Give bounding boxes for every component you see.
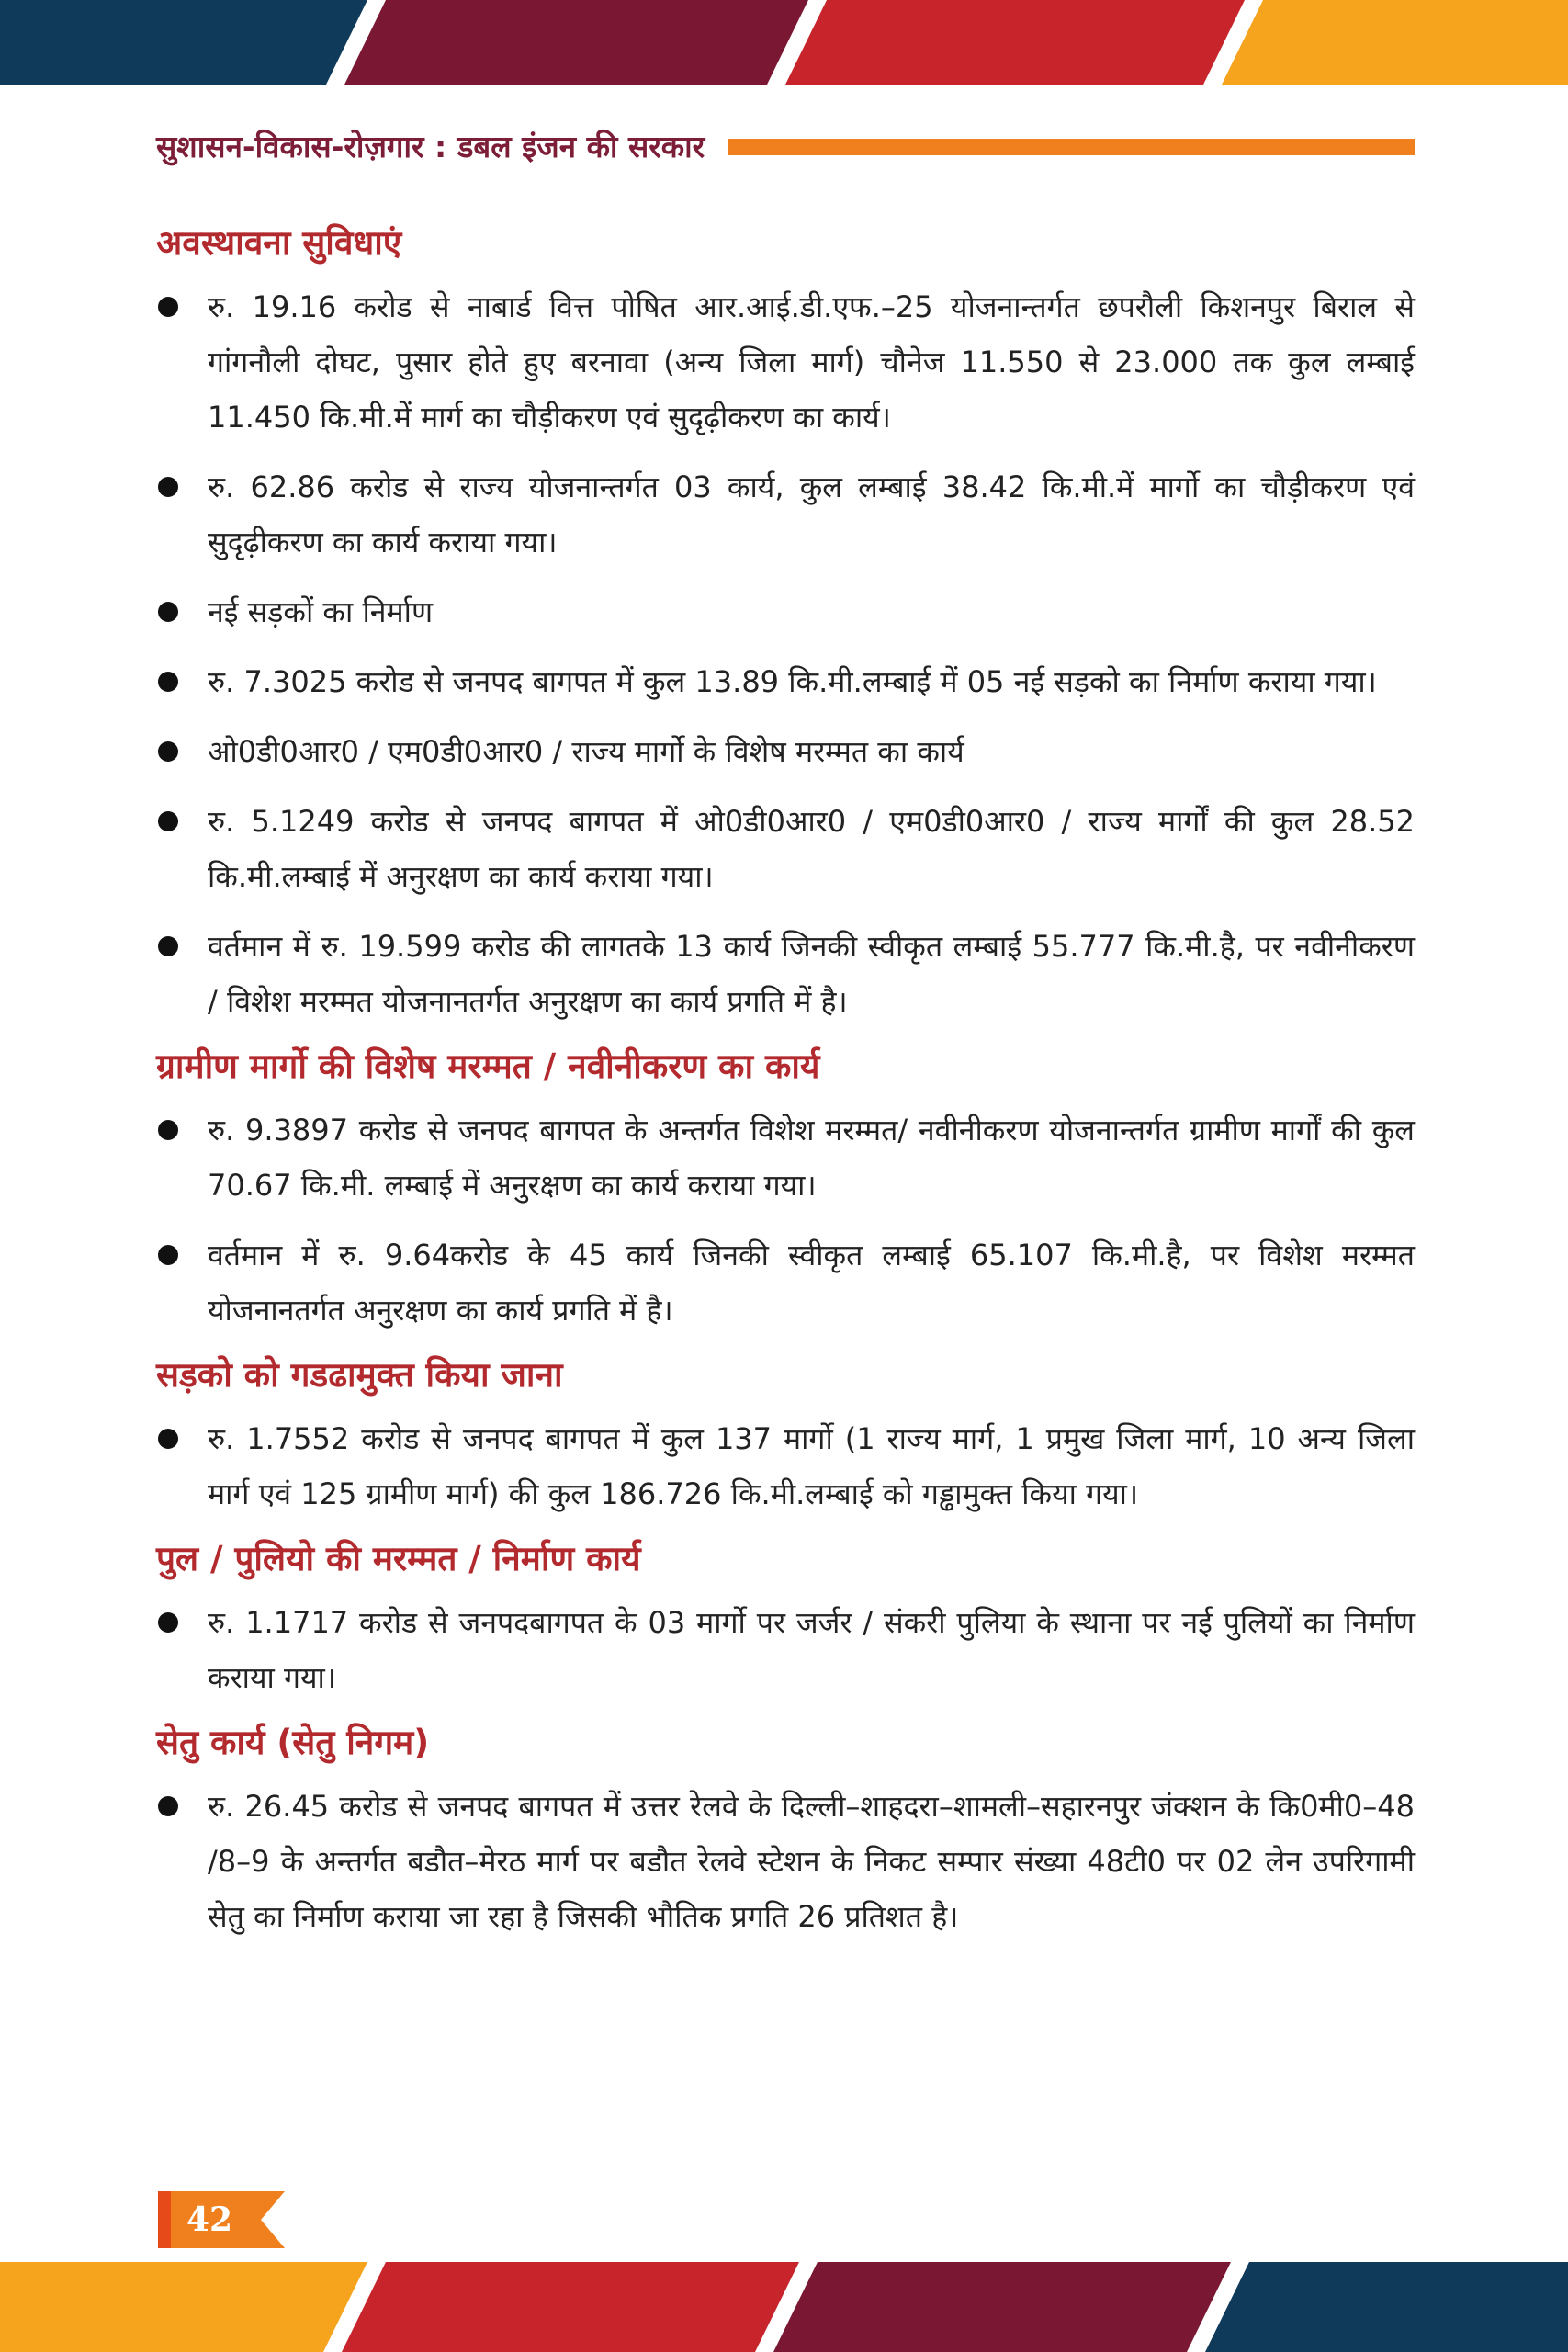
list-item-text: रु. 5.1249 करोड से जनपद बागपत में ओ0डी0आर0 / एम0डी0आर0 / राज्य मार्गों की कुल 28.52 कि.मी.लम्बाई में अनुरक्षण का कार्य कराया गया। xyxy=(208,804,1415,894)
bullet-dot-icon xyxy=(158,1429,178,1449)
list-item xyxy=(156,1102,1415,1213)
bullet-dot-icon xyxy=(158,602,178,622)
section-heading: सेतु कार्य (सेतु निगम) xyxy=(156,1723,430,1762)
content-section xyxy=(156,1536,1415,1705)
band-red-segment xyxy=(785,0,1245,85)
list-item xyxy=(156,1779,1415,1944)
bullet-list xyxy=(156,1102,1415,1338)
list-item xyxy=(156,1411,1415,1521)
band-navy-segment xyxy=(1205,2262,1568,2352)
list-item-text: नई सड़कों का निर्माण xyxy=(208,594,434,629)
list-item-text: वर्तमान में रु. 19.599 करोड की लागतके 13 कार्य जिनकी स्वीकृत लम्बाई 55.777 कि.मी.है, पर नवीनीकरण / विशेश मरम्मत योजनानतर्गत अनुरक्षण का कार्य प्रगति में है। xyxy=(208,929,1415,1019)
page-number: 42 xyxy=(186,2200,233,2239)
bullet-dot-icon xyxy=(158,1245,178,1265)
bullet-dot-icon xyxy=(158,741,178,762)
section-heading: अवस्थावना सुविधाएं xyxy=(156,223,402,263)
band-maroon-segment xyxy=(344,0,808,85)
content-section xyxy=(156,1720,1415,1944)
list-item-text: वर्तमान में रु. 9.64करोड के 45 कार्य जिनकी स्वीकृत लम्बाई 65.107 कि.मी.है, पर विशेश मरम्मत योजनानतर्गत अनुरक्षण का कार्य प्रगति में है। xyxy=(208,1238,1415,1328)
list-item xyxy=(156,919,1415,1029)
section-heading: ग्रामीण मार्गो की विशेष मरम्मत / नवीनीकरण का कार्य xyxy=(156,1046,820,1086)
bullet-list xyxy=(156,1779,1415,1944)
bullet-dot-icon xyxy=(158,936,178,956)
list-item-text: ओ0डी0आर0 / एम0डी0आर0 / राज्य मार्गो के विशेष मरम्मत का कार्य xyxy=(208,734,964,769)
list-item-text: रु. 26.45 करोड से जनपद बागपत में उत्तर रेलवे के दिल्ली–शाहदरा–शामली–सहारनपुर जंक्शन के कि0मी0–48 /8–9 के अन्तर्गत बडौत–मेरठ मार्ग पर बडौत रेलवे स्टेशन के निकट सम्पार संख्या 48टी0 पर 02 लेन उपरिगामी सेतु का निर्माण कराया जा रहा है जिसकी भौतिक प्रगति 26 प्रतिशत है। xyxy=(208,1789,1415,1934)
bullet-list xyxy=(156,1411,1415,1521)
content-section xyxy=(156,220,1415,1029)
bullet-dot-icon xyxy=(158,811,178,831)
content-section xyxy=(156,1044,1415,1338)
list-item-text: रु. 1.7552 करोड से जनपद बागपत में कुल 137 मार्गो (1 राज्य मार्ग, 1 प्रमुख जिला मार्ग, 10 अन्य जिला मार्ग एवं 125 ग्रामीण मार्ग) की कुल 186.726 कि.मी.लम्बाई को गड्ढामुक्त किया गया। xyxy=(208,1421,1415,1511)
band-orange-segment xyxy=(1222,0,1568,85)
main-content xyxy=(156,220,1415,1959)
list-item-text: रु. 62.86 करोड से राज्य योजनान्तर्गत 03 कार्य, कुल लम्बाई 38.42 कि.मी.में मार्गो का चौड़ीकरण एवं सुदृढ़ीकरण का कार्य कराया गया। xyxy=(208,469,1415,560)
list-item xyxy=(156,279,1415,445)
bullet-dot-icon xyxy=(158,1120,178,1140)
bullet-dot-icon xyxy=(158,672,178,692)
list-item xyxy=(156,1227,1415,1338)
list-item xyxy=(156,724,1415,779)
section-heading: सड़को को गडढामुक्त किया जाना xyxy=(156,1355,563,1395)
list-item xyxy=(156,584,1415,639)
bullet-dot-icon xyxy=(158,297,178,317)
list-item xyxy=(156,794,1415,904)
band-maroon-segment xyxy=(773,2262,1231,2352)
page-number-tab xyxy=(158,2191,285,2248)
bullet-dot-icon xyxy=(158,1796,178,1816)
list-item-text: रु. 19.16 करोड से नाबार्ड वित्त पोषित आर.आई.डी.एफ.–25 योजनान्तर्गत छपरौली किशनपुर बिराल से गांगनौली दोघट, पुसार होते हुए बरनावा (अन्य जिला मार्ग) चौनेज 11.550 से 23.000 तक कुल लम्बाई 11.450 कि.मी.में मार्ग का चौड़ीकरण एवं सुदृढ़ीकरण का कार्य। xyxy=(208,289,1415,435)
content-section xyxy=(156,1352,1415,1521)
header-title: सुशासन-विकास-रोज़गार : डबल इंजन की सरकार xyxy=(156,129,705,164)
bullet-list xyxy=(156,1595,1415,1705)
running-header xyxy=(156,127,1415,167)
band-navy-segment xyxy=(0,0,367,85)
top-decorative-band xyxy=(0,0,1568,85)
bullet-dot-icon xyxy=(158,1612,178,1633)
list-item-text: रु. 1.1717 करोड से जनपदबागपत के 03 मार्गो पर जर्जर / संकरी पुलिया के स्थाना पर नई पुलियों का निर्माण कराया गया। xyxy=(208,1605,1415,1695)
band-red-segment xyxy=(342,2262,799,2352)
bullet-list xyxy=(156,279,1415,1029)
list-item-text: रु. 7.3025 करोड से जनपद बागपत में कुल 13.89 कि.मी.लम्बाई में 05 नई सड़को का निर्माण कराया गया। xyxy=(208,664,1377,699)
band-orange-segment xyxy=(0,2262,367,2352)
list-item xyxy=(156,459,1415,570)
list-item-text: रु. 9.3897 करोड से जनपद बागपत के अन्तर्गत विशेश मरम्मत/ नवीनीकरण योजनान्तर्गत ग्रामीण मार्गों की कुल 70.67 कि.मी. लम्बाई में अनुरक्षण का कार्य कराया गया। xyxy=(208,1113,1415,1203)
bottom-decorative-band xyxy=(0,2262,1568,2352)
section-heading: पुल / पुलियो की मरम्मत / निर्माण कार्य xyxy=(156,1539,641,1578)
header-rule xyxy=(728,139,1415,155)
list-item xyxy=(156,654,1415,709)
bullet-dot-icon xyxy=(158,477,178,497)
list-item xyxy=(156,1595,1415,1705)
